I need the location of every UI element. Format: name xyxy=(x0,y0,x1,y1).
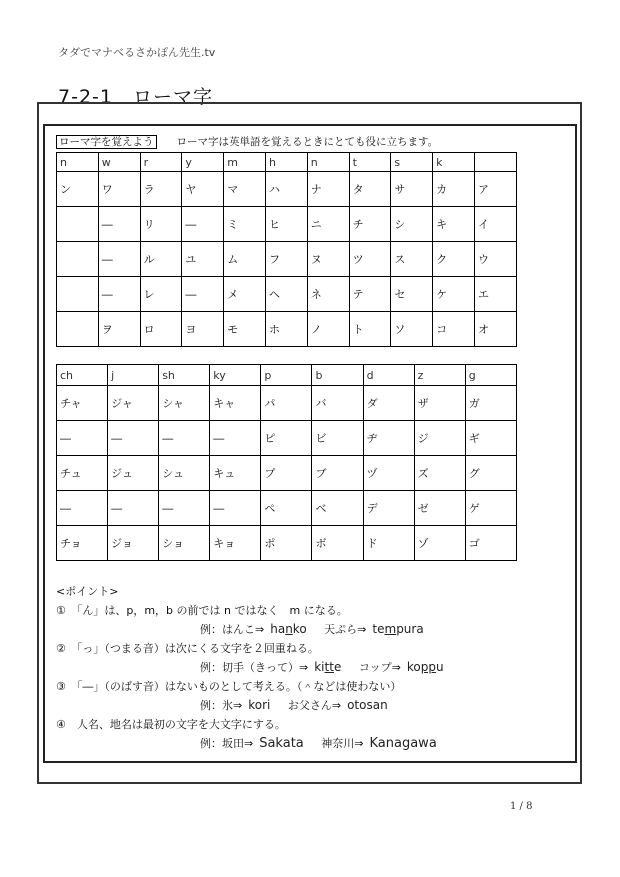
header-cell: h xyxy=(265,153,307,172)
kana-cell: パ xyxy=(261,386,312,421)
kana-cell: ギ xyxy=(465,421,516,456)
kana-cell: ヨ xyxy=(182,312,224,347)
page-number: 1 / 8 xyxy=(510,801,533,812)
kana-cell: ア xyxy=(474,172,516,207)
kana-cell: チョ xyxy=(57,526,108,561)
kana-cell: ホ xyxy=(265,312,307,347)
kana-cell: ネ xyxy=(307,277,349,312)
kana-cell: チ xyxy=(349,207,391,242)
romaji-part: te xyxy=(372,622,385,636)
header-cell: s xyxy=(391,153,433,172)
kana-cell: シャ xyxy=(159,386,210,421)
table-row xyxy=(57,386,517,421)
romaji-part: ko xyxy=(406,660,421,674)
kana-cell: ハ xyxy=(265,172,307,207)
kana-cell: ― xyxy=(98,277,140,312)
kana-cell: モ xyxy=(224,312,266,347)
intro-text: ローマ字は英単語を覚えるときにとても役に立ちます。 xyxy=(176,136,439,148)
katakana-combo-table xyxy=(56,364,517,561)
kana-cell: ヒ xyxy=(265,207,307,242)
kana-cell: ダ xyxy=(363,386,414,421)
kana-cell: ― xyxy=(182,277,224,312)
intro-box-label: ローマ字を覚えよう xyxy=(56,135,157,149)
kana-cell: ウ xyxy=(474,242,516,277)
header-cell: r xyxy=(140,153,182,172)
table-header-row xyxy=(57,153,517,172)
kana-cell: ナ xyxy=(307,172,349,207)
point-1-examples xyxy=(56,620,458,639)
kana-cell: フ xyxy=(265,242,307,277)
points-heading: <ポイント> xyxy=(56,585,119,598)
kana-cell: ポ xyxy=(261,526,312,561)
kana-cell: ピ xyxy=(261,421,312,456)
romaji-part: ha xyxy=(270,622,286,636)
header-cell: ch xyxy=(57,365,108,386)
header-cell: g xyxy=(465,365,516,386)
kana-cell: マ xyxy=(224,172,266,207)
point-2-examples xyxy=(56,658,458,677)
kana-cell: ― xyxy=(159,491,210,526)
kana-cell: ヂ xyxy=(363,421,414,456)
example-romaji: Sakata xyxy=(259,736,304,751)
kana-cell: カ xyxy=(433,172,475,207)
example-ja: 神奈川⇒ xyxy=(321,737,364,750)
kana-cell: ヅ xyxy=(363,456,414,491)
kana-cell: ツ xyxy=(349,242,391,277)
kana-cell: ― xyxy=(182,207,224,242)
kana-cell: ヌ xyxy=(307,242,349,277)
kana-cell: イ xyxy=(474,207,516,242)
example-romaji xyxy=(314,660,341,674)
kana-cell: ラ xyxy=(140,172,182,207)
kana-cell: メ xyxy=(224,277,266,312)
kana-cell: ジョ xyxy=(108,526,159,561)
table-row xyxy=(57,421,517,456)
kana-cell: バ xyxy=(312,386,363,421)
romaji-underlined: n xyxy=(285,622,293,636)
kana-cell: ビ xyxy=(312,421,363,456)
page-title: 7-2-1 ローマ字 xyxy=(58,86,213,108)
table-header-row xyxy=(57,365,517,386)
kana-cell: ― xyxy=(57,421,108,456)
romaji-underlined: tt xyxy=(324,660,334,674)
header-cell: m xyxy=(224,153,266,172)
kana-cell: ゴ xyxy=(465,526,516,561)
example-romaji xyxy=(372,622,423,636)
point-1: ① 「ん」は、p，m，b の前では n ではなく m になる。 xyxy=(56,604,348,617)
kana-cell: キョ xyxy=(210,526,261,561)
kana-cell: ユ xyxy=(182,242,224,277)
kana-cell: ― xyxy=(57,491,108,526)
kana-cell xyxy=(57,242,99,277)
example-romaji xyxy=(270,622,306,636)
kana-cell: ク xyxy=(433,242,475,277)
kana-cell: タ xyxy=(349,172,391,207)
point-4: ④ 人名、地名は最初の文字を大文字にする。 xyxy=(56,718,286,731)
kana-cell: ト xyxy=(349,312,391,347)
kana-cell: ゼ xyxy=(414,491,465,526)
example-ja: 例：坂田⇒ xyxy=(200,737,254,750)
romaji-part: pura xyxy=(396,622,424,636)
romaji-underlined: pp xyxy=(420,660,436,674)
point-2: ② 「っ」（つまる音）は次にくる文字を２回重ねる。 xyxy=(56,642,319,655)
kana-cell: ペ xyxy=(261,491,312,526)
romaji-part: ko xyxy=(292,622,307,636)
header-cell: d xyxy=(363,365,414,386)
kana-cell xyxy=(57,207,99,242)
kana-cell: ― xyxy=(98,242,140,277)
table-row xyxy=(57,456,517,491)
kana-cell xyxy=(57,312,99,347)
kana-cell: ソ xyxy=(391,312,433,347)
kana-cell: リ xyxy=(140,207,182,242)
kana-cell: ヘ xyxy=(265,277,307,312)
romaji-underlined: m xyxy=(384,622,397,636)
intro-line xyxy=(56,134,438,149)
kana-cell: エ xyxy=(474,277,516,312)
kana-cell: ガ xyxy=(465,386,516,421)
kana-cell: ブ xyxy=(312,456,363,491)
point-4-examples xyxy=(56,734,458,753)
kana-cell: ム xyxy=(224,242,266,277)
header-cell: t xyxy=(349,153,391,172)
point-3-examples xyxy=(56,696,458,715)
header-cell: p xyxy=(261,365,312,386)
header-cell: y xyxy=(182,153,224,172)
kana-cell: グ xyxy=(465,456,516,491)
kana-cell: シ xyxy=(391,207,433,242)
kana-cell: ザ xyxy=(414,386,465,421)
kana-cell: ― xyxy=(210,491,261,526)
kana-cell: キ xyxy=(433,207,475,242)
example-ja: 例：氷⇒ xyxy=(200,699,243,712)
kana-cell: ジ xyxy=(414,421,465,456)
romaji-part: u xyxy=(435,660,444,674)
header-cell: j xyxy=(108,365,159,386)
table-row xyxy=(57,277,517,312)
kana-cell: ジュ xyxy=(108,456,159,491)
kana-cell: ン xyxy=(57,172,99,207)
kana-cell: セ xyxy=(391,277,433,312)
kana-cell: レ xyxy=(140,277,182,312)
header-cell: sh xyxy=(159,365,210,386)
header-cell: k xyxy=(433,153,475,172)
kana-cell: ノ xyxy=(307,312,349,347)
example-romaji xyxy=(407,660,444,674)
header-cell: b xyxy=(312,365,363,386)
point-3: ③ 「―」（のばす音）はないものとして考える。（＾などは使わない） xyxy=(56,680,402,693)
kana-cell: オ xyxy=(474,312,516,347)
kana-cell: プ xyxy=(261,456,312,491)
kana-cell: キュ xyxy=(210,456,261,491)
header-cell xyxy=(474,153,516,172)
kana-cell: チャ xyxy=(57,386,108,421)
kana-cell: ニ xyxy=(307,207,349,242)
kana-cell: シュ xyxy=(159,456,210,491)
kana-cell: コ xyxy=(433,312,475,347)
kana-cell: ― xyxy=(98,207,140,242)
header-cell: n xyxy=(57,153,99,172)
header-cell: w xyxy=(98,153,140,172)
kana-cell: ― xyxy=(159,421,210,456)
kana-cell: ― xyxy=(108,421,159,456)
table-row xyxy=(57,172,517,207)
table-row xyxy=(57,312,517,347)
kana-cell: ド xyxy=(363,526,414,561)
kana-cell: サ xyxy=(391,172,433,207)
kana-cell: ワ xyxy=(98,172,140,207)
kana-cell: ボ xyxy=(312,526,363,561)
header-cell: ky xyxy=(210,365,261,386)
kana-cell xyxy=(57,277,99,312)
kana-cell: ス xyxy=(391,242,433,277)
kana-cell: キャ xyxy=(210,386,261,421)
kana-cell: ゲ xyxy=(465,491,516,526)
kana-cell: ジャ xyxy=(108,386,159,421)
example-ja: 例：はんこ⇒ xyxy=(200,623,265,636)
example-romaji: Kanagawa xyxy=(369,736,437,751)
example-ja: 例：切手（きって）⇒ xyxy=(200,661,309,674)
header-cell: n xyxy=(307,153,349,172)
kana-cell: デ xyxy=(363,491,414,526)
romaji-part: ki xyxy=(314,660,325,674)
example-ja: 天ぷら⇒ xyxy=(324,623,367,636)
kana-cell: ミ xyxy=(224,207,266,242)
kana-cell: ロ xyxy=(140,312,182,347)
kana-cell: ケ xyxy=(433,277,475,312)
example-romaji: otosan xyxy=(347,698,388,712)
example-ja: お父さん⇒ xyxy=(287,699,342,712)
kana-cell: ズ xyxy=(414,456,465,491)
kana-cell: ゾ xyxy=(414,526,465,561)
example-romaji: kori xyxy=(248,698,271,712)
table-row xyxy=(57,491,517,526)
kana-cell: チュ xyxy=(57,456,108,491)
site-name: タダでマナベるさかぽん先生.tv xyxy=(58,46,216,59)
kana-cell: ― xyxy=(108,491,159,526)
romaji-part: e xyxy=(333,660,342,674)
table-row xyxy=(57,207,517,242)
kana-cell: テ xyxy=(349,277,391,312)
example-ja: コップ⇒ xyxy=(358,661,401,674)
kana-cell: ベ xyxy=(312,491,363,526)
kana-cell: ― xyxy=(210,421,261,456)
kana-cell: ル xyxy=(140,242,182,277)
kana-cell: ヲ xyxy=(98,312,140,347)
kana-cell: ショ xyxy=(159,526,210,561)
header-cell: z xyxy=(414,365,465,386)
points-section xyxy=(56,582,458,753)
kana-cell: ヤ xyxy=(182,172,224,207)
table-row xyxy=(57,242,517,277)
table-row xyxy=(57,526,517,561)
katakana-table xyxy=(56,152,517,347)
